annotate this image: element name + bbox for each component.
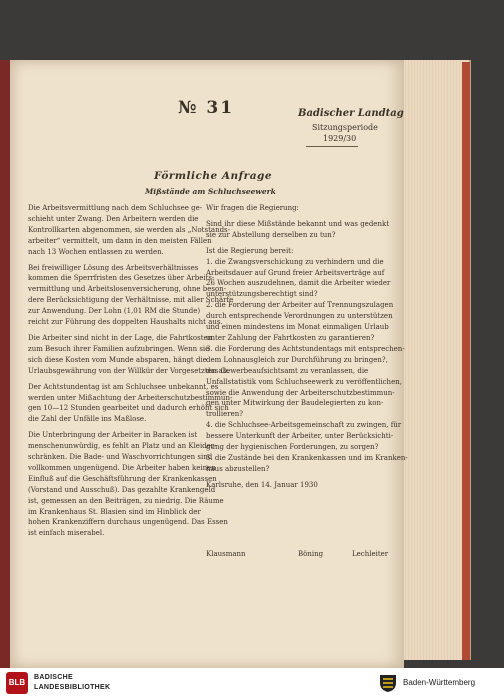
text-line: hohen Krankenziffern durchaus ungenügend. Das Essen — [28, 518, 228, 527]
text-line: Arbeitsdauer auf Grund freier Arbeitsverträge auf — [206, 268, 385, 277]
text-line: unter Zahlung der Fahrtkosten zu garantieren? — [206, 333, 375, 342]
text-line: im Krankenhaus St. Blasien sind im Hinblick der — [28, 507, 201, 516]
text-line: gen unter Mitwirkung der Baudelegierten zu kon- — [206, 399, 384, 408]
text-line: Unfallstatistik vom Schluchseewerk zu veröffentlichen, — [206, 377, 402, 386]
text-line: vollkommen ungenügend. Die Arbeiter haben keinen — [28, 463, 216, 472]
text-line: Wir fragen die Regierung: — [206, 204, 299, 212]
text-line: 3. die Forderung des Achtstundentags mit entsprechen- — [206, 344, 405, 353]
text-line: kommen die Sperrfristen des Gesetzes über Arbeits- — [28, 274, 215, 283]
text-line: Die Arbeiter sind nicht in der Lage, die Fahrtkosten — [28, 333, 213, 342]
text-line: arbeiter“ vermittelt, um dann in den meisten Fällen — [28, 236, 212, 245]
header-rule — [306, 146, 358, 147]
blb-logo-icon[interactable]: BLB — [6, 672, 28, 694]
text-line: sich diese Kosten vom Munde absparen, hängt die — [28, 355, 207, 364]
text-line: Einfluß auf die Geschäftsführung der Krankenkassen — [28, 474, 217, 483]
session-period: 1929/30 — [323, 134, 357, 143]
text-line: Die Unterbringung der Arbeiter in Baracken ist — [28, 431, 198, 440]
text-line: Die Arbeitsvermittlung nach dem Schluchsee ge- — [28, 204, 203, 212]
text-line: werden unter Mißachtung der Arbeiterschutzbestimmun- — [28, 393, 233, 402]
signature-boening: Böning — [298, 550, 324, 558]
document-page — [10, 60, 408, 668]
library-name-line1: BADISCHE — [34, 674, 73, 681]
document-title: Förmliche Anfrage — [154, 170, 273, 182]
text-line: haus abzustellen? — [206, 464, 270, 473]
text-line: das Gewerbeaufsichtsamt zu veranlassen, die — [206, 366, 369, 375]
text-line: 5. die Zustände bei den Krankenkassen und im Kranken- — [206, 453, 408, 462]
state-name: Baden-Württemberg — [403, 678, 476, 687]
text-line: dere Berücksichtigung der Verhältnisse, mit aller Schärfe — [28, 296, 234, 305]
text-line: die Zahl der Unfälle ins Maßlose. — [28, 415, 147, 424]
text-line: 2. die Forderung der Arbeiter auf Trennungszulagen — [206, 301, 394, 310]
text-line: Sind ihr diese Mißstände bekannt und was gedenkt — [206, 219, 390, 228]
book-cover-edge — [462, 62, 470, 660]
signature-lechleiter: Lechleiter — [352, 550, 389, 558]
document-subtitle: Mißstände am Schluchseewerk — [145, 187, 276, 196]
page-edges — [395, 60, 471, 660]
text-line: Karlsruhe, den 14. Januar 1930 — [206, 480, 318, 489]
text-line: trollieren? — [206, 410, 243, 419]
text-line: nach 13 Wochen entlassen zu werden. — [28, 247, 164, 256]
baden-wuerttemberg-coat-of-arms-icon[interactable] — [378, 673, 398, 693]
text-line: 26 Wochen auszudehnen, damit die Arbeiter wieder — [206, 279, 391, 288]
text-line: reicht zur Führung des doppelten Haushalts nicht aus. — [28, 318, 223, 327]
library-name-line2: LANDESBIBLIOTHEK — [34, 684, 111, 691]
publisher-name: Badischer Landtag — [298, 108, 404, 119]
text-line: zur Anwendung. Der Lohn (1,01 RM die Stunde) — [28, 307, 201, 316]
text-line: zum Besuch ihrer Familien aufzubringen. Wenn sie — [28, 344, 210, 353]
text-line: unterstützungsberechtigt sind? — [206, 290, 318, 299]
text-line: (Vorstand und Ausschuß). Das gezahlte Krankengeld — [28, 485, 216, 494]
right-text-column — [206, 203, 408, 491]
text-line: Kontrollkarten abgenommen, sie werden als „Notstands- — [28, 225, 231, 234]
text-line: schieht unter Zwang. Den Arbeitern werden die — [28, 214, 199, 223]
text-line: gung der hygienischen Forderungen, zu sorgen? — [206, 443, 379, 452]
session-label: Sitzungsperiode — [312, 123, 378, 132]
text-line: ist, gemessen an den Beiträgen, zu niedrig. Die Räume — [28, 496, 224, 505]
text-line: Bei freiwilliger Lösung des Arbeitsverhältnisses — [28, 263, 199, 272]
footer-bar — [0, 668, 504, 698]
signature-klausmann: Klausmann — [206, 550, 246, 558]
text-line: 4. die Schluchsee-Arbeitsgemeinschaft zu zwingen, für — [206, 421, 402, 430]
text-line: sie zur Abstellung derselben zu tun? — [206, 230, 336, 239]
text-line: 1. die Zwangsverschickung zu verhindern und die — [206, 257, 384, 266]
text-line: durch entsprechende Verordnungen zu unterstützen — [206, 312, 393, 321]
text-line: vermittlung und Arbeitslosenversicherung, ohne beson- — [28, 285, 227, 294]
text-line: bessere Unterkunft der Arbeiter, unter Berücksichti- — [206, 432, 394, 441]
text-line: dem Lohnausgleich zur Durchführung zu bringen?, — [206, 355, 388, 364]
text-line: sowie die Anwendung der Arbeiterschutzbestimmun- — [206, 388, 395, 397]
text-line: und einen mindestens im Monat einmaligen Urlaub — [206, 323, 389, 332]
text-line: ist einfach miserabel. — [28, 529, 105, 538]
text-line: gen 10—12 Stunden gearbeitet und dadurch erhöht sich — [28, 404, 229, 413]
document-number: № 31 — [178, 98, 235, 118]
text-line: Urlaubsgewährung von der Willkür der Vorgesetzten ab. — [28, 366, 230, 375]
text-line: schränken. Die Bade- und Waschvorrichtungen sind — [28, 453, 213, 462]
text-line: Der Achtstundentag ist am Schluchsee unbekannt, es — [28, 382, 219, 391]
text-line: menschenunwürdig, es fehlt an Platz und an Kleider- — [28, 442, 217, 451]
text-line: Ist die Regierung bereit: — [206, 246, 294, 255]
